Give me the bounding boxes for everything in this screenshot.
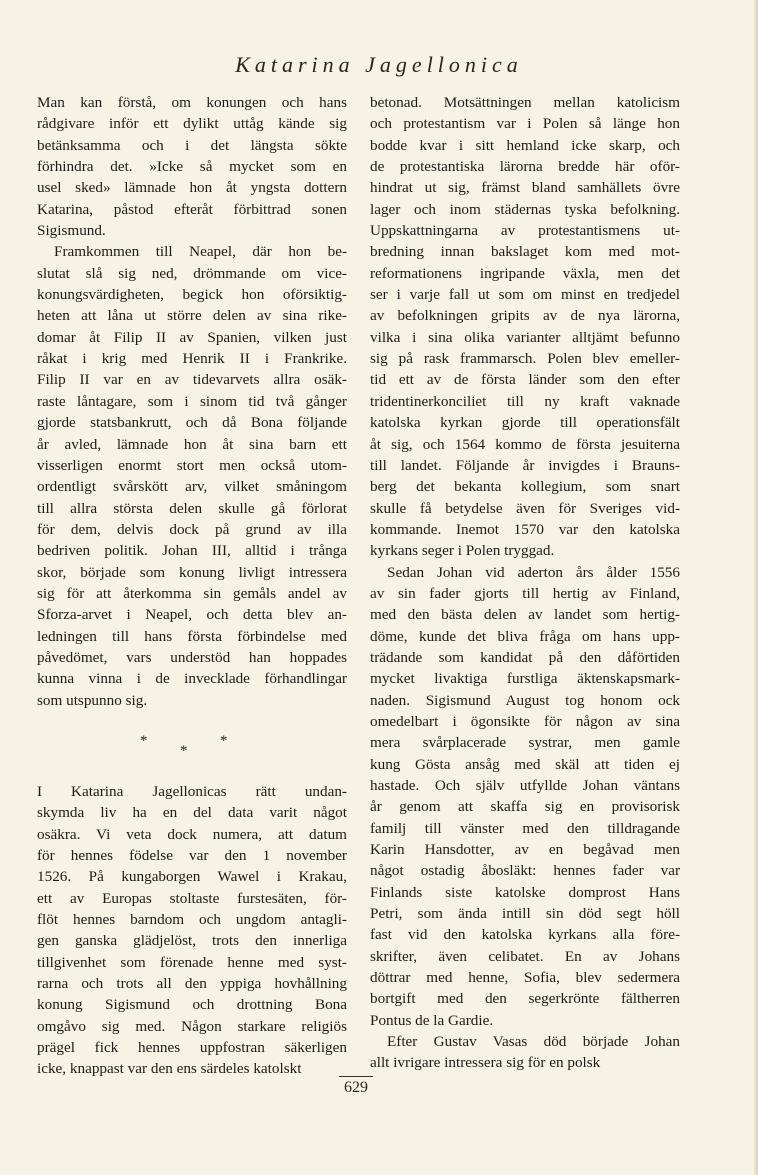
text-line: bodde kvar i sitt hemland icke skarp, och (370, 136, 680, 154)
text-line: raste låntagare, som i sinom tid två gånger (37, 392, 347, 410)
text-line: hastade. Och själv utfyllde Johan väntans (370, 777, 680, 794)
text-line: något ostadig åbosläkt: hennes fader var (370, 862, 680, 880)
text-line: osäkra. Vi veta dock numera, att datum (37, 825, 347, 843)
text-line: prägel fick hennes uppfostran säkerligen (37, 1039, 347, 1057)
text-line: naden. Sigismund August tog honom ock (370, 691, 680, 709)
text-line: Pontus de la Gardie. (370, 1011, 494, 1029)
text-line: av befolkningen gripits av de nya lärorna, (370, 307, 680, 325)
text-line: sig för att återkomma sin gemåls andel av (37, 584, 347, 602)
text-line: döttrar med henne, Sofia, blev sedermera (370, 969, 680, 987)
running-head: Katarina Jagellonica (235, 52, 523, 77)
text-line: usel sked» lämnade hon åt yngsta dottern (37, 179, 347, 197)
text-line: döme, kunde det bliva fråga om hans upp- (370, 627, 680, 645)
text-line: familj till vänster med den tilldragande (370, 819, 680, 837)
text-line: Petri, som ända intill sin död segt höll (370, 905, 680, 923)
text-line: skor, började som konung livligt intressera (37, 563, 347, 581)
text-line: Finlands siste katolske domprost Hans (370, 883, 680, 901)
text-line: Man kan förstå, om konungen och hans (37, 94, 347, 111)
asterisk: * (140, 732, 148, 749)
text-line: mera svårplacerade systrar, men gamle (370, 734, 680, 752)
text-line: rådgivare inför ett dylikt uttåg kände sig (37, 115, 347, 133)
text-line: visserligen enormt stort men också utom- (37, 456, 347, 474)
text-line: skymda liv ha en del data varit något (37, 804, 347, 822)
section-break (37, 711, 347, 781)
text-line: mycket livaktiga furstliga äktenskapsmark- (370, 670, 680, 688)
text-line: Sigismund. (37, 222, 106, 240)
text-line: gen ganska glädjelöst, trots den innerliga (37, 932, 347, 950)
text-line: kunna vinna i de invecklade förhandlingar (37, 670, 347, 688)
text-line: av sin fader gjorts till hertig av Finland, (370, 584, 680, 602)
text-line: Karin Hansdotter, av en begåvad men (370, 841, 680, 859)
text-line: förhindra det. »Icke så mycket som en (37, 158, 347, 176)
text-line: Framkommen till Neapel, där hon be- (54, 243, 347, 261)
text-line: trädande som kandidat på den dåförtiden (370, 648, 680, 666)
text-line: Katarina, påstod efteråt förbittrad sonen (37, 200, 347, 218)
text-line: Efter Gustav Vasas död började Johan (387, 1033, 680, 1051)
text-line: tillgivenhet som förenade henne med syst- (37, 953, 347, 971)
text-line: Uppskattningarna av protestantismens ut- (370, 222, 680, 240)
text-line: Filip II var en av tidevarvets allra osäk- (37, 371, 347, 389)
text-line: rarna och trots all den yppiga hovhållning (37, 975, 347, 993)
text-line: slutat slå sig ned, drömmande om vice- (37, 264, 347, 282)
text-line: reformationens ingripande växla, men det (370, 264, 680, 282)
page-edge (754, 0, 758, 1175)
text-line: ser i varje fall ut som om minst en tredjedel (370, 286, 680, 304)
text-line: konung Sigismund och drottning Bona (37, 996, 347, 1014)
asterisk: * (220, 732, 228, 749)
text-line: till allra största delen skulle gå förlorat (37, 499, 347, 517)
text-line: lager och inom städernas tyska befolkning. (370, 200, 680, 218)
text-line: flöt hennes barndom och ungdom antagli- (37, 911, 347, 929)
text-line: hindrat ut sig, främst bland samhällets övre (370, 179, 680, 197)
text-line: allt ivrigare intressera sig för en polsk (370, 1054, 601, 1072)
text-line: som utspunno sig. (37, 691, 148, 709)
text-line: skrifter, även celibatet. En av Johans (370, 947, 680, 965)
text-line: Sforza-arvet i Neapel, och detta blev an- (37, 606, 347, 624)
text-line: ledningen till hans första förbindelse med (37, 627, 347, 645)
text-line: bredning innan bakslaget kom med mot- (370, 243, 680, 261)
text-line: råkat i krig med Henrik II i Frankrike. (37, 350, 347, 368)
text-line: gjorde statsbankrutt, och då Bona följande (37, 414, 347, 432)
text-line: icke, knappast var den ens särdeles katolskt (37, 1060, 302, 1078)
text-line: omgåvo sig med. Någon starkare religiös (37, 1017, 347, 1035)
text-line: berg det bekanta kollegium, som snart (370, 478, 680, 496)
text-line: ordentligt svårskött arv, vilket småningom (37, 478, 347, 496)
left-column (37, 92, 347, 1080)
text-line: år genom att skaffa sig en provisorisk (370, 798, 680, 816)
text-line: omedelbart i ögonsikte för någon av sina (370, 712, 680, 730)
text-line: bedriven politik. Johan III, alltid i trånga (37, 542, 347, 560)
text-line: skulle få betydelse även för Sveriges vid- (370, 499, 680, 517)
text-line: de protestantiska lärorna bredde här oför- (370, 158, 680, 176)
text-line: I Katarina Jagellonicas rätt undan- (37, 782, 347, 800)
text-line: med den bästa delen av landet som hertig- (370, 606, 680, 624)
right-column (370, 92, 680, 1074)
left-paragraphs-2 (37, 781, 347, 1080)
text-line: vilka i sina olika varianter alltjämt befunno (370, 328, 680, 346)
text-line: för dem, delvis dock på grund av illa (37, 520, 347, 538)
text-line: domar åt Filip II av Spanien, vilken just (37, 328, 347, 346)
text-line: ett av Europas stoltaste furstesäten, för- (37, 889, 347, 907)
text-line: tid ett av de första länder som den efter (370, 371, 680, 389)
text-line: kyrkans seger i Polen tryggad. (370, 542, 555, 560)
text-line: tridentinerkonciliet till ny kraft vaknade (370, 392, 680, 410)
text-line: bortgift med den segerkrönte fältherren (370, 990, 680, 1008)
page-number: 629 (339, 1076, 373, 1097)
text-line: år avled, lämnade hon åt sina barn ett (37, 435, 347, 453)
text-line: påvedömet, vars understöd han hoppades (37, 648, 347, 666)
text-line: heten att låna ut större delen av sina rike- (37, 307, 347, 325)
text-line: till landet. Följande år invigdes i Brauns- (370, 456, 680, 474)
text-line: och protestantism var i Polen så länge hon (370, 115, 680, 133)
text-line: betonad. Motsättningen mellan katolicism (370, 94, 680, 111)
text-line: betänksamma och i det längsta sökte (37, 136, 347, 154)
text-line: konungsvärdigheten, begick hon oförsiktig- (37, 286, 347, 304)
text-line: fast vid den katolska kyrkans alla före- (370, 926, 680, 944)
text-line: åt sig, och 1564 kommo de första jesuiterna (370, 435, 680, 453)
text-line: 1526. På kungaborgen Wawel i Krakau, (37, 868, 347, 886)
text-line: för hennes födelse var den 1 november (37, 847, 347, 864)
text-line: kung Gösta ansåg med skäl att tiden ej (370, 755, 680, 773)
asterisk: * (180, 742, 188, 759)
text-line: Sedan Johan vid aderton års ålder 1556 (387, 563, 680, 581)
text-line: sig på rask frammarsch. Polen blev emeller- (370, 350, 680, 368)
text-line: kommande. Inemot 1570 var den katolska (370, 520, 680, 538)
text-line: katolska kyrkan gjorde till operationsfält (370, 414, 680, 432)
left-paragraphs-1 (37, 92, 347, 711)
